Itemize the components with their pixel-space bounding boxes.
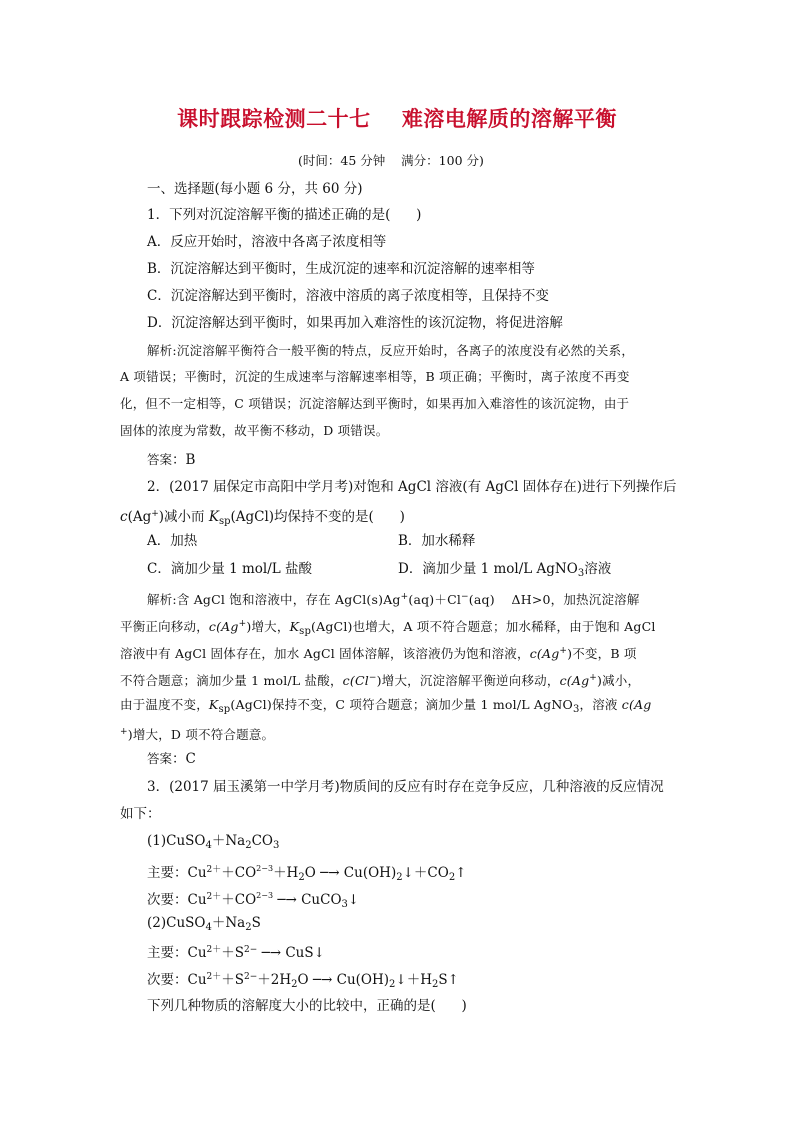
q1-stem: 1．下列对沉淀溶解平衡的描述正确的是( ) xyxy=(147,207,422,223)
q3-reaction-2-main: 主要：$Cu^{2+}+S^{2-}$ ─→ CuS↓ xyxy=(147,945,325,961)
q3-stem-line-2: 如下： xyxy=(120,806,161,822)
q1-explanation-line-3: 化，但不一定相等，C 项错误；沉淀溶解达到平衡时，如果再加入难溶性的该沉淀物，由于 xyxy=(120,396,630,411)
page-title: 课时跟踪检测二十七 难溶电解质的溶解平衡 xyxy=(177,107,617,131)
explanation-label: 解析 xyxy=(147,592,173,607)
q2-option-c: C．滴加少量 1 mol/L 盐酸 xyxy=(147,561,313,577)
answer-label: 答案 xyxy=(147,452,173,467)
q2-explanation-line-5: 由于温度不变，$K_{sp}(AgCl)$保持不变，C 项符合题意；滴加少量 1 mol/L AgNO$_3$，溶液 c(Ag xyxy=(120,697,652,715)
q2-explanation-line-2: 平衡正向移动，c(Ag+)增大，$K_{sp}(AgCl)$也增大，A 项不符合题意；加水稀释，由于饱和 AgCl xyxy=(120,619,656,637)
q1-option-c: C．沉淀溶解达到平衡时，溶液中溶质的离子浓度相等，且保持不变 xyxy=(147,288,549,304)
q1-option-a: A．反应开始时，溶液中各离子浓度相等 xyxy=(147,234,387,250)
q1-explanation-line-2: A 项错误；平衡时，沉淀的生成速率与溶解速率相等，B 项正确；平衡时，离子浓度不再变 xyxy=(120,369,630,384)
q2-explanation-line-6: +)增大，D 项不符合题意。 xyxy=(120,727,275,742)
q3-reaction-2: $(2)CuSO_4+Na_2S$ xyxy=(147,915,261,933)
q3-reaction-1: $(1)CuSO_4+Na_2CO_3$ xyxy=(147,833,280,851)
q2-option-b: B．加水稀释 xyxy=(398,533,476,549)
answer-label: 答案 xyxy=(147,751,173,766)
q1-explanation-line-1: 解析:沉淀溶解平衡符合一般平衡的特点，反应开始时，各离子的浓度没有必然的关系， xyxy=(147,343,635,358)
q2-answer: 答案：C xyxy=(147,751,196,767)
q3-reaction-1-minor: 次要：$Cu^{2+}+CO^{2-3}$ ─→ CuCO$_3$↓ xyxy=(147,891,360,910)
q2-option-d: D．滴加少量 1 mol/L AgNO$_3$溶液 xyxy=(398,561,612,579)
q1-option-b: B．沉淀溶解达到平衡时，生成沉淀的速率和沉淀溶解的速率相等 xyxy=(147,261,535,277)
section-heading: 一、选择题(每小题 6 分，共 60 分) xyxy=(147,181,363,197)
q2-explanation-line-3: 溶液中有 AgCl 固体存在，加水 AgCl 固体溶解，该溶液仍为饱和溶液，c(Ag+)不变，B 项 xyxy=(120,646,637,661)
q3-final-question: 下列几种物质的溶解度大小的比较中，正确的是( ) xyxy=(147,998,467,1014)
explanation-label: 解析 xyxy=(147,343,173,358)
q1-explanation-line-4: 固体的浓度为常数，故平衡不移动，D 项错误。 xyxy=(120,423,389,438)
q2-stem-line-1: 2．(2017 届保定市高阳中学月考)对饱和 AgCl 溶液(有 AgCl 固体存在)进行下列操作后 xyxy=(147,479,677,495)
q1-answer: 答案：B xyxy=(147,452,196,468)
q3-reaction-1-main: 主要：$Cu^{2+}+CO^{2-3}+H_2O$ ─→ $Cu(OH)_2↓+CO_2↑$ xyxy=(147,864,467,883)
q2-explanation-line-1: 解析:含 AgCl 饱和溶液中，存在 AgCl(s)Ag+(aq)＋Cl−(aq) ΔH>0，加热沉淀溶解 xyxy=(147,592,640,607)
time-score-line: (时间：45 分钟 满分：100 分) xyxy=(298,153,484,168)
q3-reaction-2-minor: 次要：$Cu^{2+}+S^{2-}+2H_2O$ ─→ $Cu(OH)_2↓+H_2S↑$ xyxy=(147,972,459,990)
q3-stem-line-1: 3．(2017 届玉溪第一中学月考)物质间的反应有时存在竞争反应，几种溶液的反应情况 xyxy=(147,779,664,795)
q2-stem-line-2: c(Ag+)减小而 $K_{sp}(AgCl)$均保持不变的是( ) xyxy=(120,509,405,527)
q2-option-a: A．加热 xyxy=(147,533,198,549)
q1-option-d: D．沉淀溶解达到平衡时，如果再加入难溶性的该沉淀物，将促进溶解 xyxy=(147,315,563,331)
q2-explanation-line-4: 不符合题意；滴加少量 1 mol/L 盐酸，c(Cl−)增大，沉淀溶解平衡逆向移动，c(Ag+)减小， xyxy=(120,673,641,688)
